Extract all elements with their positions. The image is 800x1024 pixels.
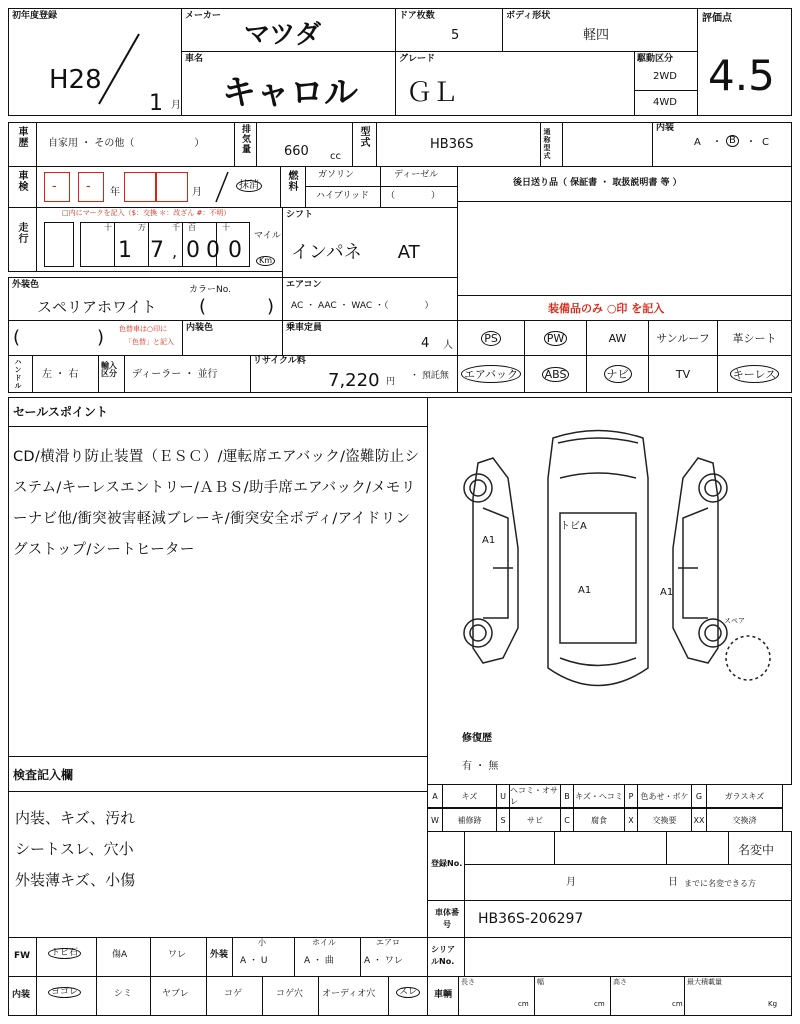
model-value: HB36S bbox=[430, 137, 474, 152]
damage-legend bbox=[427, 784, 792, 832]
recycle-deposit: ・ 預託無 bbox=[410, 371, 449, 381]
equip-note-box bbox=[457, 295, 792, 321]
legend-cell: 交換済 bbox=[706, 808, 783, 832]
color-no-label: カラーNo. bbox=[189, 285, 231, 295]
inspection-notes-box bbox=[8, 756, 428, 938]
color-change-note2: 「色替」と記入 bbox=[125, 338, 174, 346]
fw-label: FW bbox=[14, 951, 31, 961]
int-dirt: ヨゴレ bbox=[48, 987, 81, 998]
mile-label: マイル bbox=[254, 231, 281, 241]
reg-no-label: 登録No. bbox=[431, 859, 463, 868]
int-color-box bbox=[182, 320, 283, 356]
ext-color-label: 外装色 bbox=[12, 280, 40, 290]
equip-abs: ABS bbox=[524, 355, 587, 393]
drive-4wd: 4WD bbox=[653, 97, 677, 108]
aircon-options: AC ・ AAC ・ WAC ・（ ） bbox=[291, 301, 434, 311]
first-reg-month-unit: 月 bbox=[171, 100, 181, 111]
slash-mark bbox=[89, 29, 149, 109]
int-row-label: 内装 bbox=[12, 990, 31, 1000]
interior-grade-a: A bbox=[694, 137, 701, 148]
first-registration-box bbox=[8, 8, 182, 116]
reg-note: までに名変できる方 bbox=[684, 879, 756, 888]
later-items-box bbox=[457, 166, 792, 296]
capacity-value: 4 bbox=[421, 336, 430, 351]
fuel-gasoline: ガソリン bbox=[318, 170, 355, 180]
inspection-note-line: シートスレ、穴小 bbox=[15, 840, 134, 858]
legend-cell: S bbox=[496, 808, 510, 832]
dimensions-label: 車輌 bbox=[434, 990, 453, 1000]
serial-label: シリアルNo. bbox=[431, 945, 455, 966]
import-options: ディーラー ・ 並行 bbox=[132, 369, 218, 380]
doors-value: 5 bbox=[451, 28, 460, 43]
body-type-label: ボディ形状 bbox=[506, 11, 551, 21]
model-code-label: 通称型式 bbox=[543, 128, 551, 160]
cc-unit: cc bbox=[330, 151, 341, 162]
drive-2wd: 2WD bbox=[653, 71, 677, 82]
grade-label: グレード bbox=[399, 54, 436, 64]
car-diagram bbox=[448, 418, 778, 718]
car-name-box bbox=[181, 51, 396, 116]
odometer-digit: 0 bbox=[186, 238, 200, 263]
fw-stone-chip: トビ石 bbox=[48, 948, 81, 959]
drive-label: 駆動区分 bbox=[637, 54, 674, 64]
fw-crack: ワレ bbox=[168, 950, 187, 960]
legend-cell: キズ・ヘコミ bbox=[573, 784, 625, 808]
maker-box bbox=[181, 8, 396, 52]
legend-cell: 色あせ・ボケ bbox=[637, 784, 692, 808]
mileage-note: □内にマークを記入（$：交換 ＊：改ざん #：不明） bbox=[62, 209, 231, 217]
insp-month-unit: 月 bbox=[192, 187, 202, 198]
grade-value: ＧＬ bbox=[406, 78, 459, 108]
equip-tv: TV bbox=[648, 355, 718, 393]
shift-label: シフト bbox=[286, 210, 314, 220]
legend-cell: 腐食 bbox=[573, 808, 625, 832]
damage-a1-center: A1 bbox=[578, 585, 592, 596]
car-name-value: キャロル bbox=[222, 73, 358, 113]
maker-value: マツダ bbox=[244, 20, 321, 50]
model-label: 型式 bbox=[358, 126, 369, 148]
spare-label: スペア bbox=[724, 617, 745, 625]
legend-cell: 交換要 bbox=[637, 808, 692, 832]
equip-airbag: エアバック bbox=[457, 355, 525, 393]
grade-box bbox=[395, 51, 635, 116]
mileage-mark-box bbox=[44, 222, 74, 267]
inspection-note-line: 内装、キズ、汚れ bbox=[15, 809, 136, 827]
doors-label: ドア枚数 bbox=[399, 11, 435, 21]
equip-leather-seat: 革シート bbox=[717, 320, 792, 356]
recycle-label: リサイクル料 bbox=[253, 356, 306, 366]
registration-box bbox=[427, 831, 792, 901]
legend-cell: W bbox=[427, 808, 443, 832]
fw-scratch: 傷A bbox=[112, 950, 128, 960]
int-color-label: 内装色 bbox=[186, 323, 214, 333]
odometer-digit: 7 bbox=[150, 238, 164, 263]
legend-cell: ガラスキズ bbox=[706, 784, 783, 808]
interior-grade-c: C bbox=[762, 137, 769, 148]
chassis-value: HB36S-206297 bbox=[478, 911, 584, 927]
name-change-label: 名変中 bbox=[738, 843, 775, 857]
aircon-box bbox=[282, 277, 458, 321]
inspection-notes-label: 検査記入欄 bbox=[13, 768, 74, 782]
odometer-digit: 0 bbox=[206, 238, 220, 263]
recycle-unit: 円 bbox=[386, 377, 396, 387]
import-label: 輸入区分 bbox=[101, 361, 117, 378]
legend-cell: X bbox=[624, 808, 638, 832]
inspection-label: 車検 bbox=[16, 170, 27, 192]
doors-box bbox=[395, 8, 503, 52]
displacement-label: 排気量 bbox=[240, 124, 250, 154]
score-box bbox=[697, 8, 792, 116]
history-label: 車歴 bbox=[16, 126, 27, 148]
chassis-label: 車体番号 bbox=[435, 908, 459, 929]
car-name-label: 車名 bbox=[185, 54, 204, 64]
sales-point-box bbox=[8, 397, 428, 757]
body-type-box bbox=[502, 8, 698, 52]
ext-color-value: スペリアホワイト bbox=[37, 298, 157, 316]
reg-day: 日 bbox=[668, 877, 678, 888]
odometer-digit: 1 bbox=[118, 238, 132, 263]
later-items-label: 後日送り品（ 保証書 ・ 取扱説明書 等 ） bbox=[513, 178, 682, 188]
shift-box bbox=[282, 207, 458, 278]
score-value: 4.5 bbox=[708, 51, 775, 100]
equip-pw: PW bbox=[524, 320, 587, 356]
sales-point-label: セールスポイント bbox=[13, 405, 108, 419]
interior-label: 内装 bbox=[656, 123, 675, 133]
fuel-label: 燃料 bbox=[286, 170, 297, 192]
ext-label: 外装 bbox=[210, 950, 229, 960]
insp-year-unit: 年 bbox=[110, 187, 120, 198]
dimensions-box: 車輌 長さ cm 幅 cm 高さ cm 最大積載量 Kg bbox=[427, 976, 792, 1016]
reg-month: 月 bbox=[566, 877, 576, 888]
score-label: 評価点 bbox=[702, 13, 732, 24]
capacity-box bbox=[282, 320, 458, 356]
damage-roof: トビA bbox=[560, 521, 587, 532]
equip-navi: ナビ bbox=[586, 355, 649, 393]
color-change-note1: 色替車は○印に bbox=[119, 325, 168, 333]
equip-aw: AW bbox=[586, 320, 649, 356]
sales-point-text: CD/横滑り防止装置（ＥＳＣ）/運転席エアバック/盗難防止システム/キーレスエントリー/ＡＢＳ/助手席エアバック/メモリーナビ他/衝突被害軽減ブレーキ/衝突安全ボディ/アイドリングストップ/シートヒーター bbox=[13, 449, 420, 558]
capacity-label: 乗車定員 bbox=[286, 323, 323, 333]
ext-color-box: 外装色 カラーNo. スペリアホワイト ( ) bbox=[8, 277, 283, 321]
legend-cell: A bbox=[427, 784, 443, 808]
legend-cell: 補修跡 bbox=[442, 808, 497, 832]
mileage-label: 走行 bbox=[16, 222, 27, 244]
handle-label: ハンドル bbox=[14, 358, 22, 390]
legend-cell: U bbox=[496, 784, 510, 808]
body-type-value: 軽四 bbox=[583, 28, 610, 43]
legend-cell: B bbox=[560, 784, 574, 808]
chassis-box bbox=[427, 900, 792, 938]
color-change-box: ( ) 色替車は○印に 「色替」と記入 bbox=[8, 320, 183, 356]
legend-cell: C bbox=[560, 808, 574, 832]
inspection-note-line: 外装薄キズ、小傷 bbox=[15, 871, 136, 889]
first-reg-month: 1 bbox=[149, 91, 163, 116]
damage-a1-right: A1 bbox=[660, 587, 674, 598]
maker-label: メーカー bbox=[185, 11, 221, 21]
legend-cell: XX bbox=[691, 808, 707, 832]
legend-cell: ヘコミ・オサレ bbox=[509, 784, 561, 808]
car-diagram-box bbox=[427, 397, 792, 785]
first-reg-era: H28 bbox=[49, 65, 102, 95]
repair-options: 有 ・ 無 bbox=[462, 761, 499, 772]
serial-box bbox=[427, 937, 792, 977]
repair-label: 修復歴 bbox=[462, 733, 492, 744]
aircon-label: エアコン bbox=[286, 280, 322, 290]
legend-cell: サビ bbox=[509, 808, 561, 832]
handle-options: 左 ・ 右 bbox=[42, 369, 79, 380]
equip-ps: PS bbox=[457, 320, 525, 356]
odometer-digit: 0 bbox=[228, 238, 242, 263]
capacity-unit: 人 bbox=[443, 340, 453, 351]
fuel-hybrid: ハイブリッド bbox=[316, 191, 370, 201]
legend-cell: キズ bbox=[442, 784, 497, 808]
drive-box bbox=[634, 51, 698, 116]
km-label: Km bbox=[256, 256, 275, 266]
interior-grade-b: B bbox=[726, 135, 739, 147]
damage-a1-left: A1 bbox=[482, 535, 496, 546]
equip-keyless: キーレス bbox=[717, 355, 792, 393]
fuel-other: （ ） bbox=[386, 191, 441, 201]
shift-value: インパネ AT bbox=[291, 242, 420, 263]
equip-note: 装備品のみ ○印 を記入 bbox=[548, 302, 665, 315]
legend-cell: P bbox=[624, 784, 638, 808]
equip-sunroof: サンルーフ bbox=[648, 320, 718, 356]
inspection-row bbox=[8, 166, 458, 208]
fuel-diesel: ディーゼル bbox=[394, 170, 439, 180]
first-reg-label: 初年度登録 bbox=[12, 11, 58, 21]
displacement-value: 660 bbox=[284, 144, 309, 159]
legend-cell: G bbox=[691, 784, 707, 808]
history-value: 自家用 ・ その他（ ） bbox=[48, 138, 205, 149]
insp-unregistered: 抹消 bbox=[236, 180, 262, 192]
recycle-fee: 7,220 bbox=[328, 370, 380, 391]
